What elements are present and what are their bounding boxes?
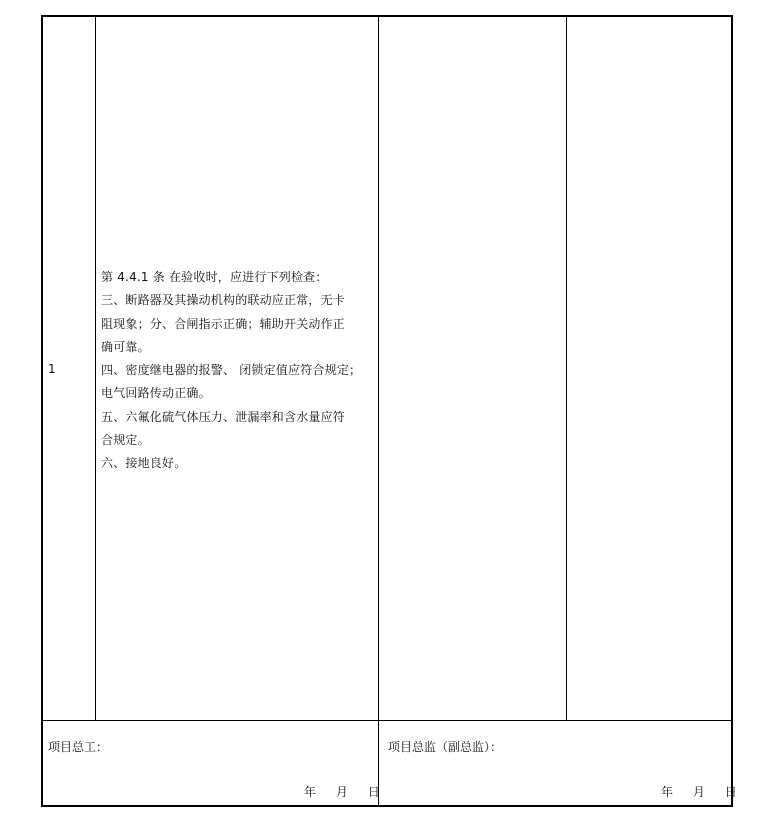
col-divider-right (566, 16, 567, 721)
year-label: 年 (661, 785, 674, 799)
month-label: 月 (692, 785, 705, 799)
year-label: 年 (304, 785, 317, 799)
col-divider-number (95, 16, 96, 721)
requirement-line: 合规定。 (101, 433, 150, 448)
inspection-requirements (101, 266, 371, 476)
col-divider-content (378, 16, 379, 806)
day-label: 日 (724, 785, 737, 799)
requirement-line: 三、断路器及其操动机构的联动应正常，无卡 (101, 293, 346, 308)
month-label: 月 (335, 785, 348, 799)
requirement-line: 第 4.4.1 条 在验收时，应进行下列检查： (101, 270, 328, 284)
requirement-line: 六、接地良好。 (101, 456, 187, 471)
day-label: 日 (367, 785, 380, 799)
row-number: 1 (48, 362, 56, 376)
project-chief-engineer-label: 项目总工： (48, 740, 109, 754)
project-chief-supervisor-label: 项目总监（副总监）： (388, 740, 503, 754)
left-date (304, 783, 380, 800)
right-date (661, 783, 737, 800)
requirement-line: 电气回路传动正确。 (101, 386, 211, 401)
requirement-line: 确可靠。 (101, 339, 150, 354)
requirement-line: 五、六氟化硫气体压力、泄漏率和含水量应符 (101, 409, 346, 424)
requirement-line: 四、密度继电器的报警、 闭锁定值应符合规定； (101, 363, 362, 378)
requirement-line: 阻现象；分、合闸指示正确；辅助开关动作正 (101, 316, 346, 331)
signature-row-divider (42, 720, 732, 721)
